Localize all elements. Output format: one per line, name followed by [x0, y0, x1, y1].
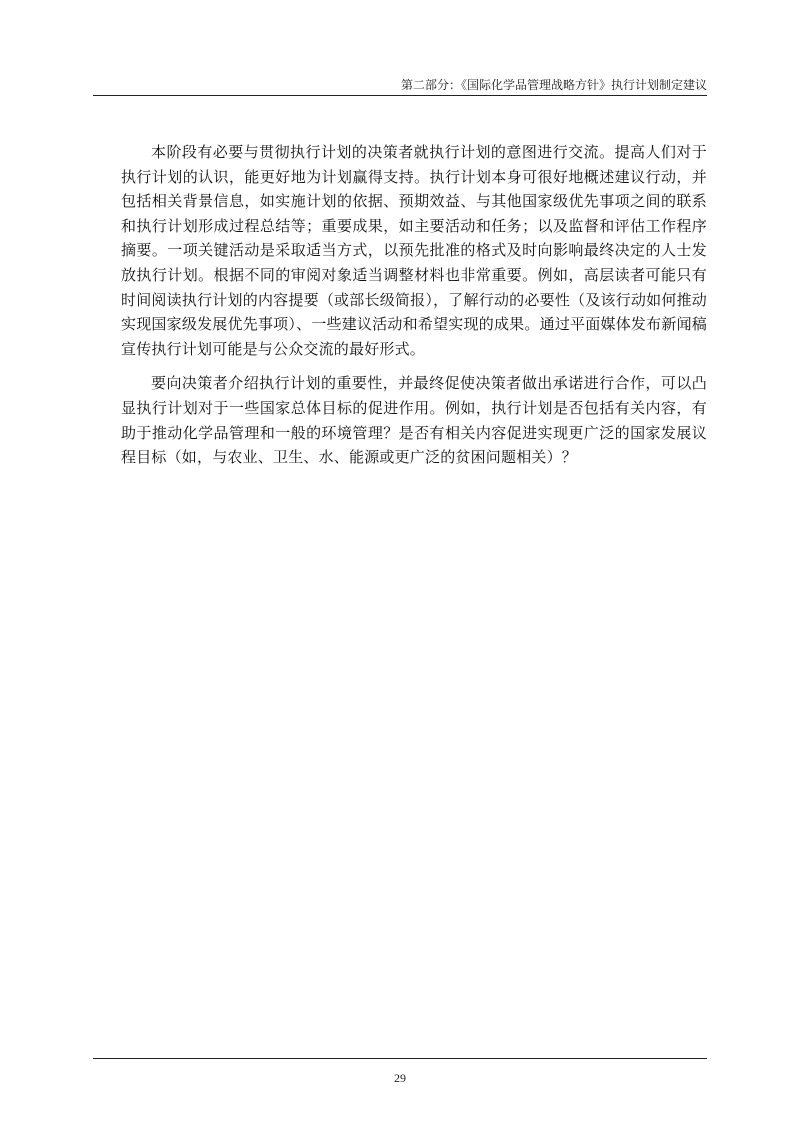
page-number: 29	[394, 1071, 406, 1085]
footer-rule	[93, 1058, 707, 1059]
header-rule	[93, 95, 707, 96]
running-header: 第二部分：《国际化学品管理战略方针》执行计划制定建议	[400, 78, 707, 92]
paragraph-1: 本阶段有必要与贯彻执行计划的决策者就执行计划的意图进行交流。提高人们对于执行计划的认识，能更好地为计划赢得支持。执行计划本身可很好地概述建议行动，并包括相关背景信息，如实施计划的依据、预期效益、与其他国家级优先事项之间的联系和执行计划形成过程总结等；重要成果，如主要活动和任务；以及监督和评估工作程序摘要。一项关键活动是采取适当方式，以预先批准的格式及时向影响最终决定的人士发放执行计划。根据不同的审阅对象适当调整材料也非常重要。例如，高层读者可能只有时间阅读执行计划的内容提要（或部长级简报），了解行动的必要性（及该行动如何推动实现国家级发展优先事项）、一些建议活动和希望实现的成果。通过平面媒体发布新闻稿宣传执行计划可能是与公众交流的最好形式。	[121, 143, 707, 358]
paragraph-2: 要向决策者介绍执行计划的重要性，并最终促使决策者做出承诺进行合作，可以凸显执行计划对于一些国家总体目标的促进作用。例如，执行计划是否包括有关内容，有助于推动化学品管理和一般的环境管理？是否有相关内容促进实现更广泛的国家发展议程目标（如，与农业、卫生、水、能源或更广泛的贫困问题相关）？	[121, 374, 707, 467]
main-text	[121, 140, 707, 480]
